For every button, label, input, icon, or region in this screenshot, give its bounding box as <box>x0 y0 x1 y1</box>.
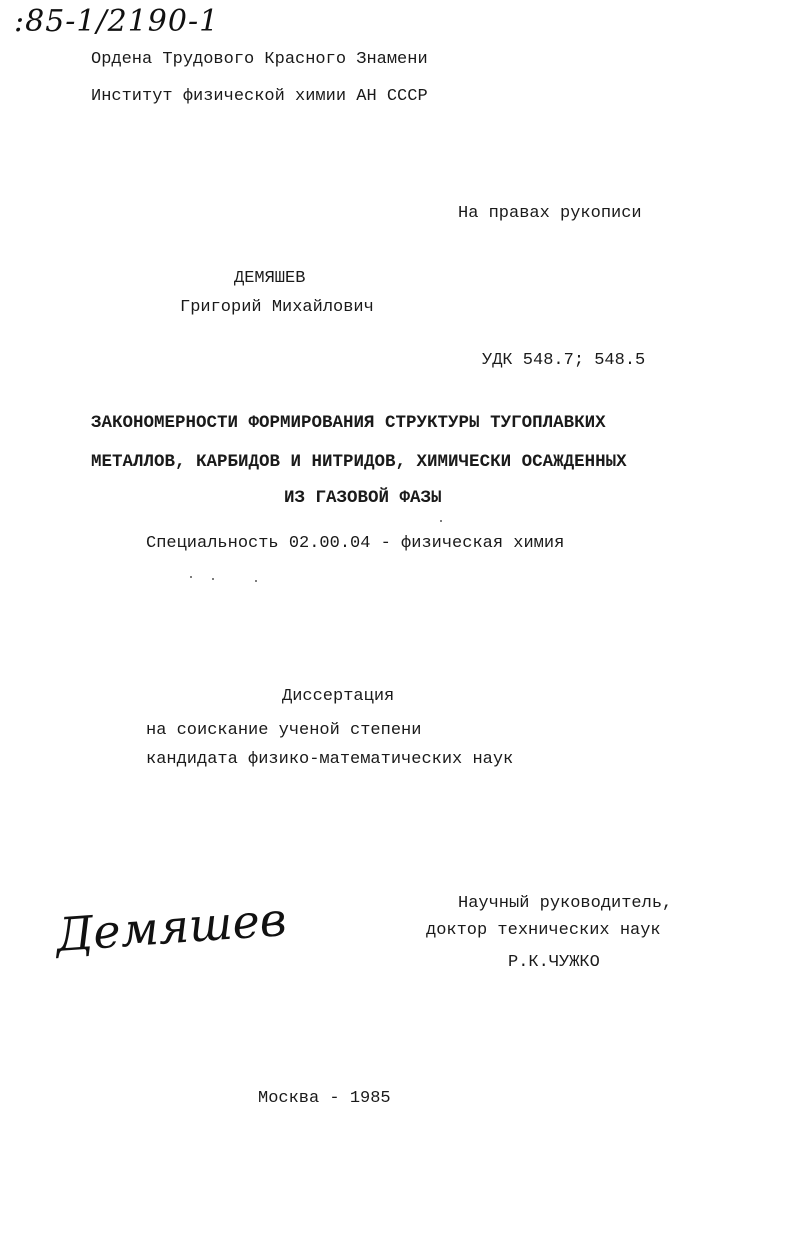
udc-code: УДК 548.7; 548.5 <box>482 351 646 370</box>
dissertation-line-2: кандидата физико-математических наук <box>146 750 514 769</box>
thesis-title-line-2: МЕТАЛЛОВ, КАРБИДОВ И НИТРИДОВ, ХИМИЧЕСКИ ОСАЖДЕННЫХ <box>91 452 627 472</box>
author-surname: ДЕМЯШЕВ <box>234 269 306 288</box>
supervisor-name: Р.К.ЧУЖКО <box>508 953 600 972</box>
header-line-1: Ордена Трудового Красного Знамени <box>91 50 428 69</box>
supervisor-degree: доктор технических наук <box>426 921 661 940</box>
manuscript-notice: На правах рукописи <box>458 204 642 223</box>
scan-speck <box>212 578 214 580</box>
archive-number: :85-1/2190-1 <box>14 4 220 39</box>
scan-speck <box>440 520 442 522</box>
scan-speck <box>255 580 257 582</box>
specialty: Специальность 02.00.04 - физическая химия <box>146 534 565 553</box>
author-name: Григорий Михайлович <box>180 298 374 317</box>
scan-speck <box>190 576 192 578</box>
dissertation-line-1: на соискание ученой степени <box>146 721 422 740</box>
header-line-2: Институт физической химии АН СССР <box>91 87 428 106</box>
thesis-title-line-1: ЗАКОНОМЕРНОСТИ ФОРМИРОВАНИЯ СТРУКТУРЫ ТУГОПЛАВКИХ <box>91 413 606 433</box>
dissertation-heading: Диссертация <box>282 687 395 706</box>
footer-city-year: Москва - 1985 <box>258 1089 391 1108</box>
supervisor-role: Научный руководитель, <box>458 894 673 913</box>
signature: Демяшев <box>54 891 289 962</box>
thesis-title-line-3: ИЗ ГАЗОВОЙ ФАЗЫ <box>284 488 442 508</box>
